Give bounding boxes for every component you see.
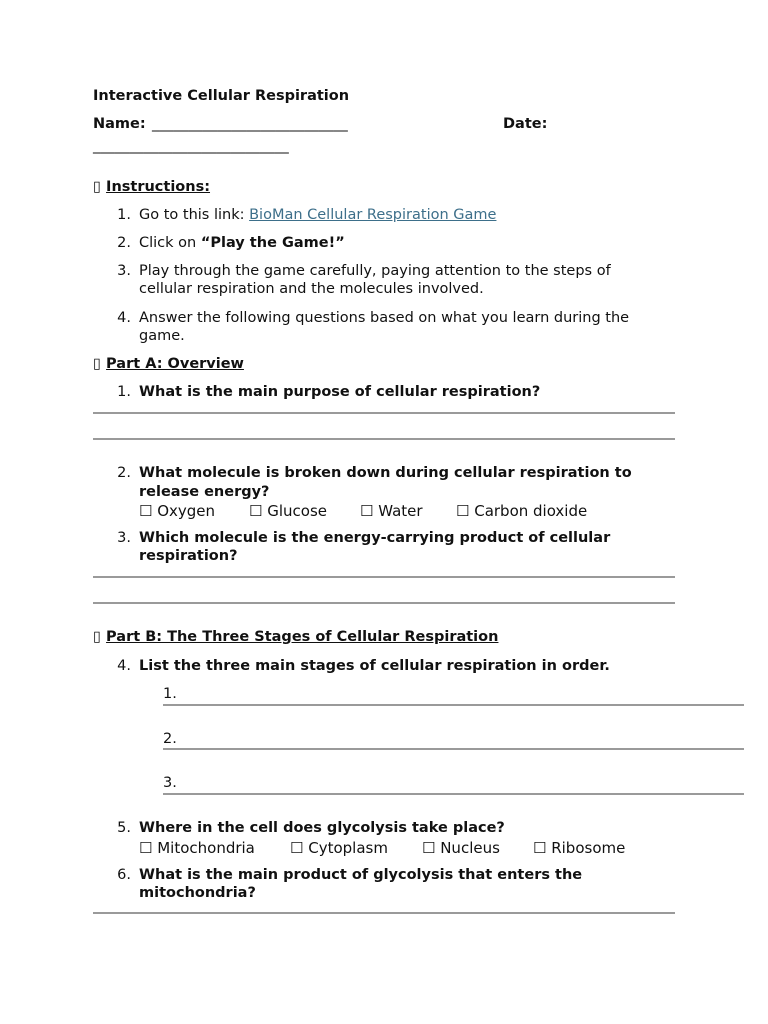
part-b-heading bbox=[93, 629, 498, 645]
question-number: 4. bbox=[117, 658, 131, 674]
question-text: Where in the cell does glycolysis take place? bbox=[139, 820, 505, 836]
clipboard-icon: ▯ bbox=[93, 179, 101, 195]
answer-line[interactable] bbox=[93, 912, 675, 914]
question-text: Which molecule is the energy-carrying product of cellular bbox=[139, 530, 611, 546]
date-label: Date: bbox=[503, 116, 548, 132]
part-a-heading bbox=[93, 356, 244, 372]
instruction-item bbox=[139, 207, 496, 223]
stage-number: 3. bbox=[163, 775, 177, 791]
option-mitochondria-checkbox[interactable]: ☐ Mitochondria bbox=[139, 839, 255, 857]
option-nucleus-checkbox[interactable]: ☐ Nucleus bbox=[422, 839, 500, 857]
question-number: 3. bbox=[117, 530, 131, 546]
instruction-number: 2. bbox=[117, 235, 131, 251]
part-b-heading-text: Part B: The Three Stages of Cellular Respiration bbox=[106, 629, 499, 645]
instruction-text: game. bbox=[139, 328, 185, 344]
answer-line[interactable] bbox=[93, 602, 675, 604]
question-number: 2. bbox=[117, 465, 131, 481]
answer-line[interactable] bbox=[163, 748, 744, 750]
question-text: mitochondria? bbox=[139, 885, 256, 901]
page-title: Interactive Cellular Respiration bbox=[93, 88, 350, 104]
name-blank[interactable]: ___________________________ bbox=[152, 116, 348, 132]
question-text: What molecule is broken down during cellular respiration to bbox=[139, 465, 632, 481]
option-ribosome-checkbox[interactable]: ☐ Ribosome bbox=[533, 839, 626, 857]
stage-number: 1. bbox=[163, 686, 177, 702]
book-icon: ▯ bbox=[93, 356, 101, 372]
answer-line[interactable] bbox=[163, 793, 744, 795]
instruction-item bbox=[139, 235, 345, 251]
question-number: 5. bbox=[117, 820, 131, 836]
instruction-text: Answer the following questions based on what you learn during the bbox=[139, 310, 630, 326]
question-text: respiration? bbox=[139, 548, 238, 564]
play-the-game-text: “Play the Game!” bbox=[200, 235, 345, 251]
option-glucose-checkbox[interactable]: ☐ Glucose bbox=[249, 502, 327, 520]
stage-number: 2. bbox=[163, 731, 177, 747]
option-oxygen-checkbox[interactable]: ☐ Oxygen bbox=[139, 502, 216, 520]
question-text: What is the main product of glycolysis that enters the bbox=[139, 867, 583, 883]
question-text: List the three main stages of cellular respiration in order. bbox=[139, 658, 610, 674]
part-a-heading-text: Part A: Overview bbox=[106, 356, 244, 372]
option-cytoplasm-checkbox[interactable]: ☐ Cytoplasm bbox=[290, 839, 388, 857]
question-number: 1. bbox=[117, 384, 131, 400]
instruction-text: Play through the game carefully, paying attention to the steps of bbox=[139, 263, 611, 279]
option-water-checkbox[interactable]: ☐ Water bbox=[360, 502, 423, 520]
instruction-number: 3. bbox=[117, 263, 131, 279]
instruction-number: 1. bbox=[117, 207, 131, 223]
dna-icon: ▯ bbox=[93, 629, 101, 645]
question-number: 6. bbox=[117, 867, 131, 883]
answer-line[interactable] bbox=[93, 576, 675, 578]
date-blank[interactable]: ___________________________ bbox=[93, 138, 289, 154]
bioman-game-link[interactable]: BioMan Cellular Respiration Game bbox=[249, 207, 497, 223]
instruction-text: Click on bbox=[139, 235, 201, 251]
instruction-number: 4. bbox=[117, 310, 131, 326]
question-text: What is the main purpose of cellular respiration? bbox=[139, 384, 541, 400]
instruction-text: cellular respiration and the molecules involved. bbox=[139, 281, 484, 297]
answer-line[interactable] bbox=[163, 704, 744, 706]
answer-line[interactable] bbox=[93, 412, 675, 414]
instruction-text: Go to this link: bbox=[139, 207, 250, 223]
instructions-heading-text: Instructions: bbox=[106, 179, 211, 195]
instructions-heading bbox=[93, 179, 210, 195]
name-label: Name: bbox=[93, 116, 146, 132]
question-text: release energy? bbox=[139, 484, 270, 500]
answer-line[interactable] bbox=[93, 438, 675, 440]
option-carbon-dioxide-checkbox[interactable]: ☐ Carbon dioxide bbox=[456, 502, 588, 520]
